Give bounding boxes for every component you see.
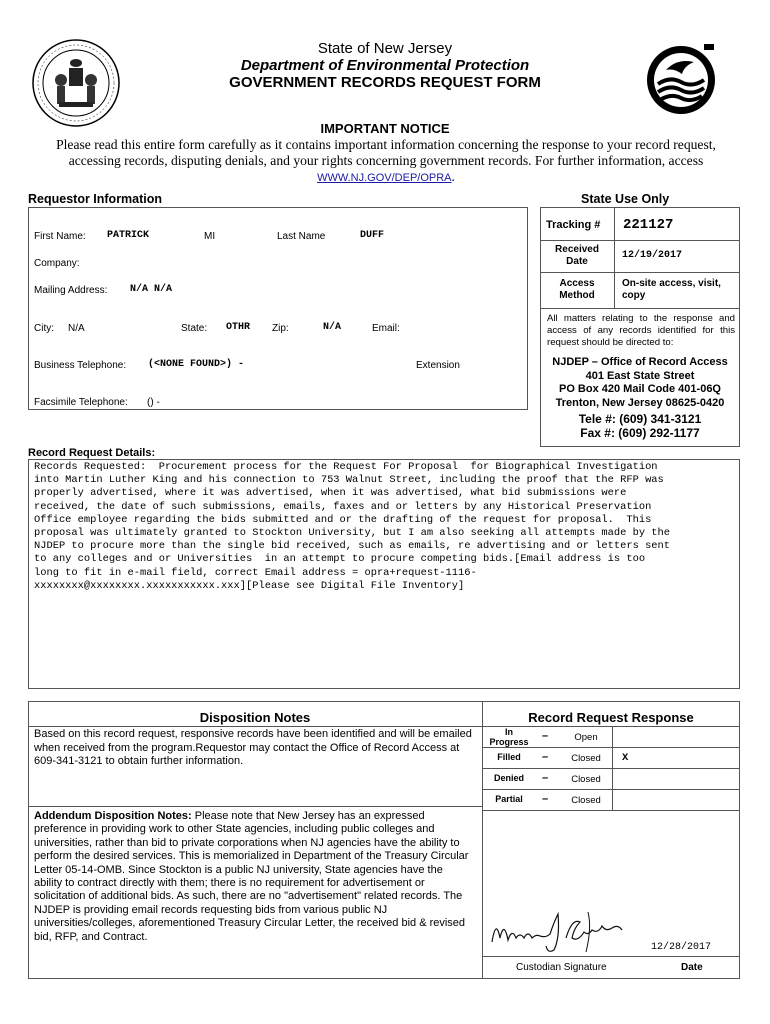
- state-label: State:: [181, 323, 208, 334]
- contact-street: 401 East State Street: [585, 369, 695, 382]
- tracking-value: 221127: [623, 217, 674, 233]
- access-label-2: Method: [559, 290, 595, 301]
- response-title: Record Request Response: [528, 710, 694, 725]
- first-name-label: First Name:: [34, 231, 86, 242]
- response-row-status: Closed: [571, 753, 601, 764]
- addendum-text: Please note that New Jersey has an expressed preference in providing work to other State agencies, including public colleges and universities, rather than bid to private corporations when NJ agencies have the ability to perform the desired services. This is memorialized in Department of the Treasury Circular Letter 05-14-OMB. Since Stockton is a public NJ university, State agencies have the ability to contract directly with them; there is no requirement for advertisement or solicitation of additional bids. As such, there are no "advertisement" related records. The NJDEP is providing email records requesting bids from various public NJ universities/colleges, aforementioned Treasury Circular Letter, the received bid & revised bid, RFP, and Contract.: [34, 810, 469, 943]
- response-row-label: In Progress: [489, 727, 529, 747]
- details-title: Record Request Details:: [28, 447, 156, 459]
- extension-label: Extension: [416, 360, 460, 371]
- contact-address: [540, 356, 740, 440]
- response-row-status: Closed: [571, 774, 601, 785]
- signature-date: 12/28/2017: [651, 942, 712, 953]
- details-line: Office employee regarding the bids submitted and or the drafting of the request for proposal. This: [34, 513, 652, 526]
- response-row-dash: –: [542, 751, 549, 763]
- requestor-section-title: Requestor Information: [28, 192, 163, 206]
- header-department: Department of Environmental Protection: [240, 57, 530, 74]
- mailing-label: Mailing Address:: [34, 285, 108, 296]
- last-name-label: Last Name: [277, 231, 326, 242]
- state-use-title: State Use Only: [581, 192, 670, 206]
- disposition-title: Disposition Notes: [199, 710, 311, 725]
- response-row-mark[interactable]: X: [622, 752, 629, 764]
- details-line: Records Requested: Procurement process for the Request For Proposal for Biographical Investigation: [34, 461, 658, 473]
- details-line: NJDEP to procure more than the single bid received, such as emails, re advertising and or letters sent: [34, 540, 671, 553]
- custodian-label: Custodian Signature: [516, 962, 607, 973]
- addendum-notes: [34, 810, 474, 944]
- notice-text: [30, 137, 742, 186]
- header-state: State of New Jersey: [317, 40, 453, 57]
- mailing-value: N/A N/A: [130, 284, 173, 295]
- addendum-label: Addendum Disposition Notes:: [34, 810, 192, 822]
- details-line: xxxxxxxx@xxxxxxxx.xxxxxxxxxxx.xxx][Please see Digital File Inventory]: [34, 579, 465, 592]
- response-row-status: Open: [574, 732, 598, 743]
- company-label: Company:: [34, 258, 80, 269]
- opra-link[interactable]: WWW.NJ.GOV/DEP/OPRA: [317, 172, 452, 184]
- received-label-2: Date: [566, 256, 588, 267]
- notice-title: IMPORTANT NOTICE: [320, 121, 450, 136]
- contact-office: NJDEP – Office of Record Access: [552, 356, 728, 368]
- zip-label: Zip:: [272, 323, 289, 334]
- last-name-value: DUFF: [360, 230, 385, 241]
- zip-value: N/A: [323, 322, 342, 333]
- details-line: long to fit in e-mail field, correct Email address = opra+request-1116-: [34, 566, 477, 579]
- notice-end: .: [451, 169, 455, 184]
- directed-text: All matters relating to the response and access of any records identified for this request should be directed to:: [547, 313, 735, 348]
- received-label-1: Received: [555, 244, 599, 255]
- phone-value: (<NONE FOUND>) -: [148, 359, 245, 370]
- city-value: N/A: [68, 323, 85, 334]
- response-row-label: Denied: [493, 773, 524, 783]
- details-line: to any colleges and or Universities in an attempt to procure competing bids.[Email address is too: [34, 553, 646, 566]
- fax-label: Facsimile Telephone:: [34, 397, 128, 408]
- custodian-signature: [488, 908, 628, 956]
- signature-name: Matthew J. Coefer: [488, 908, 497, 909]
- notice-body: Please read this entire form carefully as it contains important information concerning the response to your record request, accessing records, disputing denials, and your rights concerning government records. For further information, access: [56, 137, 716, 168]
- form-title: GOVERNMENT RECORDS REQUEST FORM: [229, 74, 541, 91]
- first-name-value: PATRICK: [107, 230, 150, 241]
- city-label: City:: [34, 323, 54, 334]
- access-label: [540, 278, 614, 302]
- details-line: proposal was ultimately granted to Stockton University, but I am also seeking all attempts made by the: [34, 527, 671, 540]
- response-row-dash: –: [542, 772, 549, 784]
- access-value-2: copy: [622, 290, 646, 301]
- details-line: properly advertised, where it was advertised, when it was advertised, what bid submissions were: [34, 487, 627, 500]
- response-row-dash: –: [542, 730, 549, 742]
- access-value-1: On-site access, visit,: [622, 278, 721, 289]
- contact-po-box: PO Box 420 Mail Code 401-06Q: [558, 383, 721, 395]
- response-row-label: Partial: [495, 794, 523, 804]
- response-row-dash: –: [542, 793, 549, 805]
- details-line: received, the date of such submissions, emails, faxes and or letters by any Historical Preservation: [34, 500, 652, 513]
- fax-value: () -: [147, 397, 160, 408]
- state-value: OTHR: [226, 322, 251, 333]
- contact-city: Trenton, New Jersey 08625-0420: [555, 396, 725, 409]
- disposition-notes: Based on this record request, responsive records have been identified and will be emailed when received from the program.Requestor may contact the Office of Record Access at 609-341-3121 to obtain further information.: [34, 728, 472, 767]
- contact-tele: Tele #: (609) 341-3121: [578, 412, 702, 426]
- access-value: [622, 278, 721, 302]
- access-label-1: Access: [559, 278, 595, 289]
- received-label: [540, 244, 614, 268]
- email-label: Email:: [372, 323, 400, 334]
- details-line: into Martin Luther King and his connection to 753 Walnut Street, including the proof that the RFP was: [34, 474, 664, 487]
- received-value: 12/19/2017: [622, 250, 683, 261]
- contact-fax: Fax #: (609) 292-1177: [580, 425, 700, 440]
- date-label: Date: [681, 962, 703, 973]
- tracking-label: Tracking #: [546, 219, 601, 231]
- response-row-status: Closed: [571, 795, 601, 806]
- details-text: [34, 461, 738, 593]
- response-row-label: Filled: [497, 752, 521, 762]
- phone-label: Business Telephone:: [34, 360, 127, 371]
- mi-label: MI: [204, 231, 216, 242]
